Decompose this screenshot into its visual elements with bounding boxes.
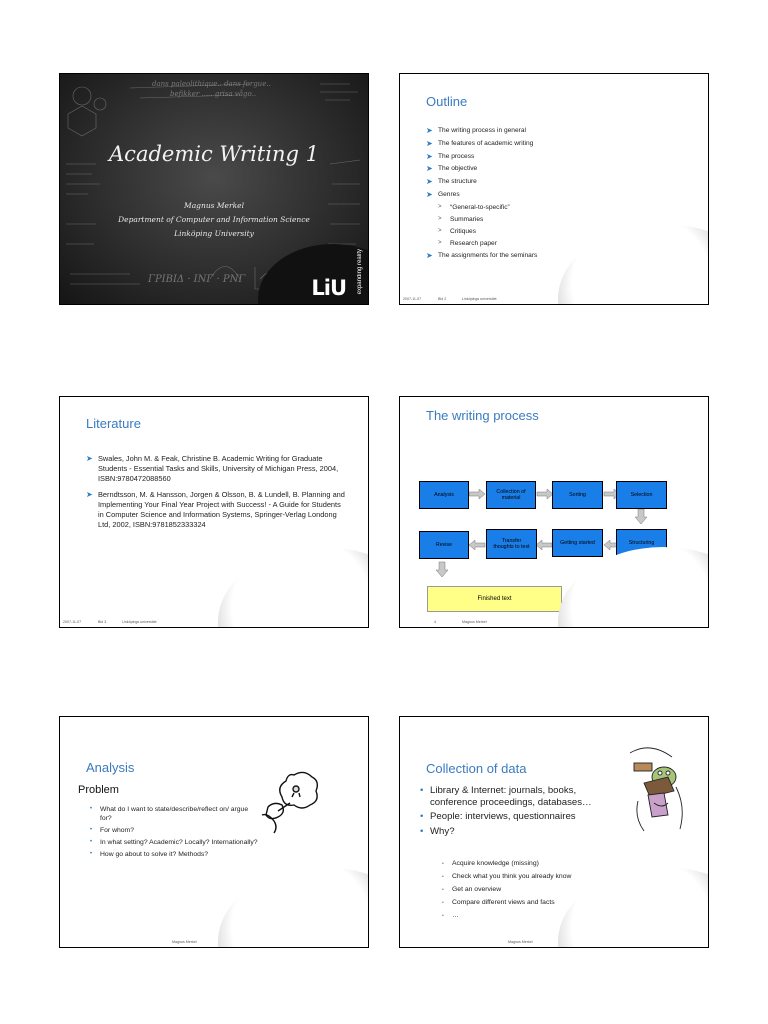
outline-subitem: > Critiques xyxy=(438,227,477,235)
outline-item: ➤ The objective xyxy=(426,164,478,174)
chevron-bullet-icon: > xyxy=(438,239,442,246)
flow-box-getting-started: Getting started xyxy=(552,529,603,557)
dot-bullet-icon: • xyxy=(90,827,93,833)
literature-list xyxy=(86,454,346,536)
thinking-person-icon xyxy=(254,767,324,837)
outline-item: ➤ Genres xyxy=(426,189,460,199)
slide-collection-of-data xyxy=(399,716,709,948)
outline-subitem: > Summaries xyxy=(438,215,484,223)
dot-bullet-icon: • xyxy=(90,806,93,812)
list-item: • People: interviews, questionnaires xyxy=(420,811,576,822)
arrow-bullet-icon: ➤ xyxy=(426,250,433,260)
outline-subitem: > “General-to-specific” xyxy=(438,203,510,211)
liu-tagline: expanding reality xyxy=(357,248,363,294)
chevron-bullet-icon: > xyxy=(438,203,442,210)
liu-logo: LiU xyxy=(651,919,686,943)
flow-box-transfer: Transfer thoughts to text xyxy=(486,529,537,559)
liu-tagline: expanding reality xyxy=(697,891,703,937)
outline-list xyxy=(426,127,537,265)
liu-logo: LiU xyxy=(311,599,346,623)
slide-analysis xyxy=(59,716,369,948)
literature-item: ➤ Berndtsson, M. & Hansson, Jorgen & Olsson, B. & Lundell, B. Planning and Implementing Your Final Year Project with Success! - A Guide for Students in Computer Science and Information Systems, Springer-Verlag Londong Ltd, 2002, ISBN:9781852333324 xyxy=(86,490,345,529)
list-item: • Why? xyxy=(420,825,455,837)
sub-list-item: • Get an overview xyxy=(442,886,502,893)
flow-box-finished: Finished text xyxy=(427,586,562,612)
footer-slide-number: 4 xyxy=(434,620,436,624)
arrow-bullet-icon: ➤ xyxy=(426,189,433,199)
liu-logo: LiU xyxy=(311,276,346,300)
outline-item: ➤ The structure xyxy=(426,177,477,187)
list-item: • Library & Internet: journals, books, conference proceedings, databases… xyxy=(420,785,592,808)
slide-heading: Literature xyxy=(86,416,141,431)
flow-box-structuring: Structuring xyxy=(616,529,667,557)
flow-box-collection: Collection of material xyxy=(486,481,536,509)
list-item: • In what setting? Academic? Locally? Internationally? xyxy=(90,839,258,846)
footer-date: 2007-11-07 xyxy=(403,297,422,301)
analysis-list xyxy=(90,805,260,862)
slide-title: dans paleolithique.. dans forgue.. befikker ..... grisa vågo.. ΓΡΙΒΙΔ · ΙΝΓ · ΡΝΓ Academic Writing 1 Magnus Merkel Department of Computer and Information Science Linköping University LiU expanding reality xyxy=(59,73,369,305)
sub-list-item: • … xyxy=(442,912,459,919)
logo-swoosh xyxy=(218,867,369,948)
slide-heading: Outline xyxy=(426,94,468,109)
sub-list-item: • Acquire knowledge (missing) xyxy=(442,860,539,867)
liu-tagline: expanding reality xyxy=(697,571,703,617)
liu-tagline: expanding reality xyxy=(697,248,703,294)
footer-author: Magnus Merkel xyxy=(462,620,487,624)
liu-tagline: expanding reality xyxy=(357,891,363,937)
slide-heading: Analysis xyxy=(86,760,135,775)
flow-box-selection: Selection xyxy=(616,481,667,509)
slide-heading: Collection of data xyxy=(426,761,527,776)
collection-list xyxy=(420,785,610,840)
liu-logo: LiU xyxy=(651,599,686,623)
dot-bullet-icon: • xyxy=(90,839,93,845)
dot-bullet-icon: • xyxy=(442,913,444,919)
frog-reading-books-icon xyxy=(624,743,694,838)
arrow-bullet-icon: ➤ xyxy=(426,177,433,187)
outline-subitem: > Research paper xyxy=(438,239,497,247)
footer-date: 2007-11-07 xyxy=(63,620,82,624)
dot-bullet-icon: • xyxy=(420,785,424,796)
slide-subheading: Problem xyxy=(78,784,119,796)
liu-logo: LiU xyxy=(311,919,346,943)
literature-item: ➤ Swales, John M. & Feak, Christine B. Academic Writing for Graduate Students - Essential Tasks and Skills, University of Michigan Press, 2004, ISBN:9780472088560 xyxy=(86,454,339,483)
footer-institution: Linköpings universitet xyxy=(122,620,157,624)
outline-item: ➤ The assignments for the seminars xyxy=(426,250,538,260)
footer-slide-number: Bld 3 xyxy=(98,620,107,624)
slide-heading: The writing process xyxy=(426,408,539,423)
university-name: Linköping University xyxy=(174,229,254,238)
footer-slide-number: Bld 2 xyxy=(438,297,447,301)
arrow-bullet-icon: ➤ xyxy=(426,126,433,135)
slide-literature xyxy=(59,396,369,628)
logo-swoosh xyxy=(218,547,369,628)
flow-box-sorting: Sorting xyxy=(552,481,603,509)
list-item: • How go about to solve it? Methods? xyxy=(90,851,209,858)
dot-bullet-icon: • xyxy=(90,851,93,857)
arrow-bullet-icon: ➤ xyxy=(426,151,433,161)
department-name: Department of Computer and Information Science xyxy=(118,215,310,224)
list-item: • For whom? xyxy=(90,827,134,834)
dot-bullet-icon: • xyxy=(420,811,424,822)
list-item: • What do I want to state/describe/reflect on/ argue for? xyxy=(90,806,249,822)
slide-writing-process xyxy=(399,396,709,628)
flow-box-revise: Revise xyxy=(419,531,469,559)
arrow-bullet-icon: ➤ xyxy=(86,454,93,463)
chevron-bullet-icon: > xyxy=(438,215,442,222)
arrow-bullet-icon: ➤ xyxy=(426,138,433,148)
logo-swoosh xyxy=(558,224,709,305)
presentation-title: Academic Writing 1 xyxy=(109,142,319,166)
dot-bullet-icon: • xyxy=(442,887,444,893)
outline-item: ➤ The writing process in general xyxy=(426,126,526,135)
footer-institution: Linköpings universitet xyxy=(462,297,497,301)
sub-list-item: • Compare different views and facts xyxy=(442,899,555,906)
arrow-bullet-icon: ➤ xyxy=(86,490,93,499)
flow-box-analysis: Analysis xyxy=(419,481,469,509)
author-name: Magnus Merkel xyxy=(184,201,244,210)
outline-item: ➤ The features of academic writing xyxy=(426,138,534,148)
dot-bullet-icon: • xyxy=(442,861,444,867)
footer-author: Magnus Merkel xyxy=(172,940,197,944)
sub-list-item: • Check what you think you already know xyxy=(442,873,572,880)
dot-bullet-icon: • xyxy=(442,900,444,906)
outline-item: ➤ The process xyxy=(426,151,475,161)
footer-author: Magnus Merkel xyxy=(508,940,533,944)
liu-tagline: expanding reality xyxy=(357,571,363,617)
dot-bullet-icon: • xyxy=(420,825,424,837)
dot-bullet-icon: • xyxy=(442,874,444,880)
slide-outline xyxy=(399,73,709,305)
liu-logo: LiU xyxy=(651,276,686,300)
chevron-bullet-icon: > xyxy=(438,227,442,234)
arrow-bullet-icon: ➤ xyxy=(426,164,433,174)
